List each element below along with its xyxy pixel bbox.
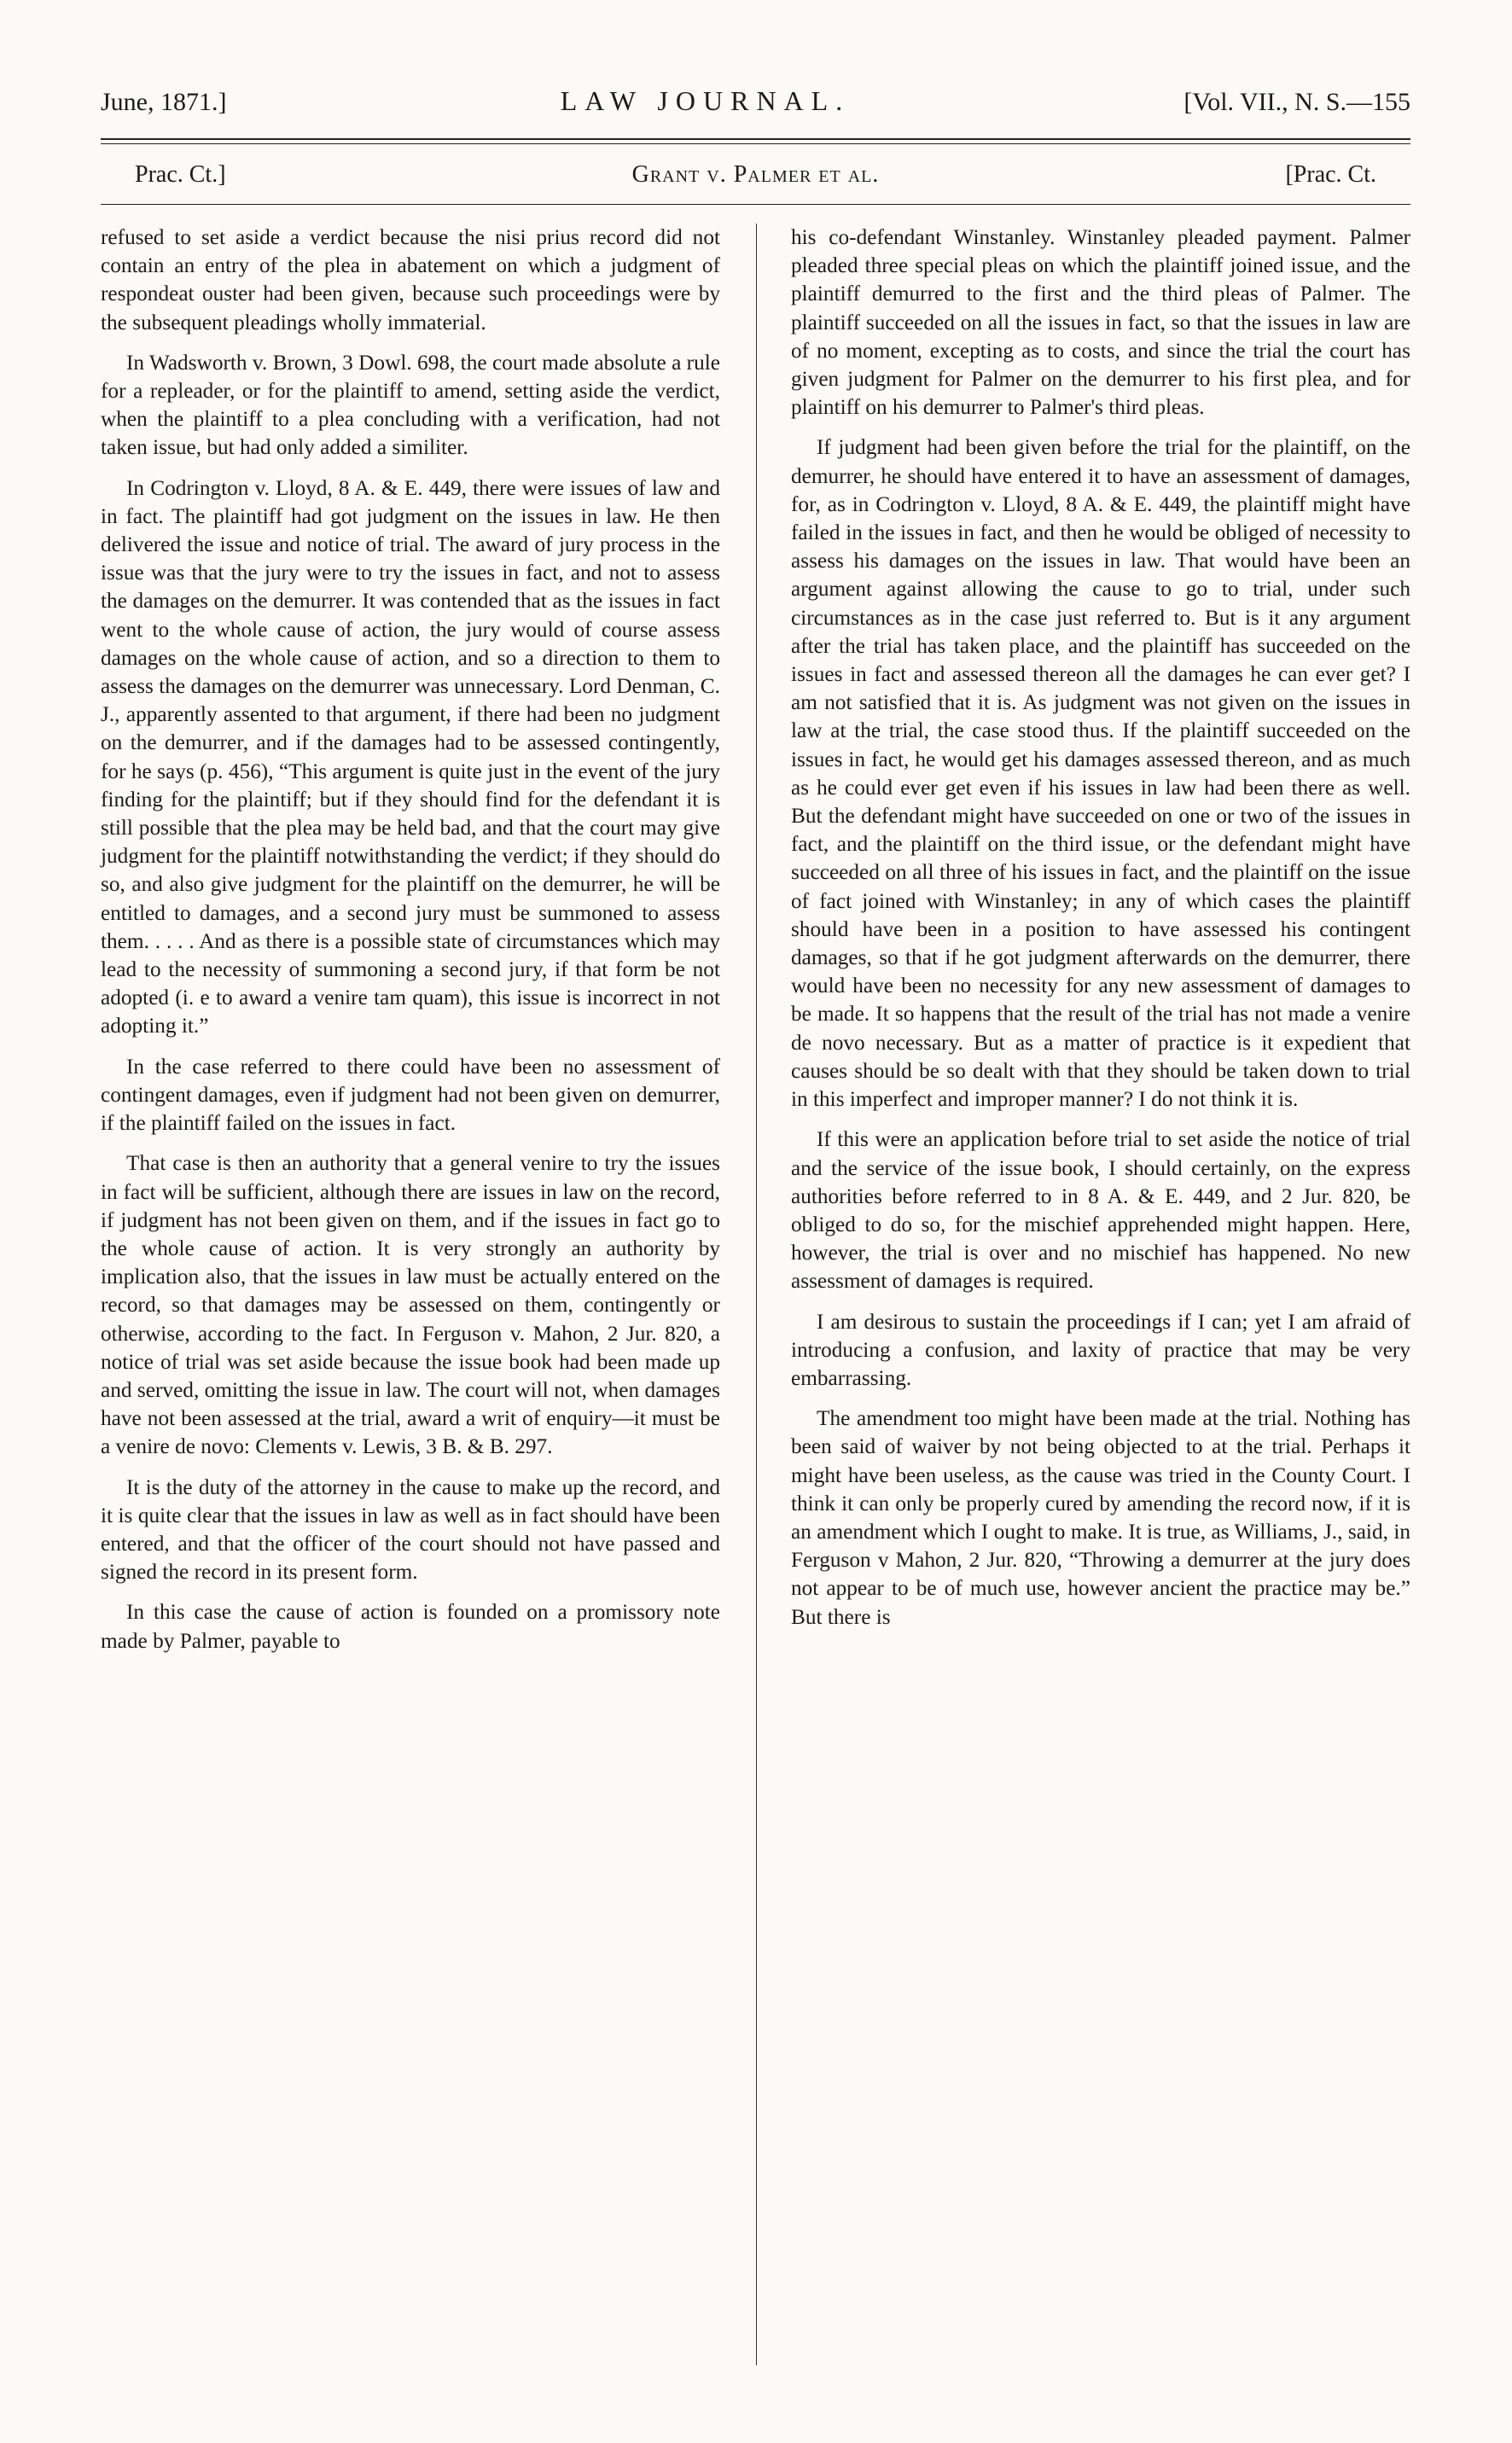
journal-page (101, 85, 1410, 1667)
paragraph: If judgment had been given before the trial for the plaintiff, on the demurrer, he should have entered it to have an assessment of damages, for, as in Codrington v. Lloyd, 8 A. & E. 449, the plaintiff might have failed in the issues in fact, and then he would be obliged of necessity to assess his damages on the issues in law. That would have been an argument against allowing the cause to go to trial, under such circumstances as in the case just referred to. But is it any argument after the trial has taken place, and the plaintiff has succeeded on the issues in fact and assessed thereon all the damages he can ever get? I am not satisfied that it is. As judgment was not given on the issues in law at the trial, the case stood thus. If the plaintiff succeeded on the issues in fact, he would get his damages assessed thereon, and as much as he could ever get even if his issues in law had been there as well. But the defendant might have succeeded on one or two of the issues in fact, and the plaintiff on the third issue, or the defendant might have succeeded on all three of his issues in fact, and the plaintiff on the issue of fact joined with Winstanley; in any of which cases the plaintiff should have been in a position to have assessed his contingent damages, so that if he got judgment afterwards on the demurrer, there would have been no necessity for any new assessment of damages to be made. It so happens that the result of the trial has not made a venire de novo necessary. But as a matter of practice is it expedient that causes should be so dealt with that they should be taken down to trial in this imperfect and improper manner? I do not think it is. (791, 435, 1410, 1112)
paragraph: The amendment too might have been made at the trial. Nothing has been said of waiver by not being objected to at the trial. Perhaps it might have been useless, as the cause was tried in the County Court. I think it can only be properly cured by amending the record now, if it is an amendment which I ought to make. It is true, as Williams, J., said, in Ferguson v Mahon, 2 Jur. 820, “Throwing a demurrer at the jury does not appear to be of much use, however ancient the practice may be.” But there is (791, 1406, 1410, 1629)
header-rule (101, 138, 1410, 144)
paragraph: his co-defendant Winstanley. Winstanley pleaded payment. Palmer pleaded three special pleas on which the plaintiff joined issue, and the plaintiff demurred to the first and the third pleas of Palmer. The plaintiff succeeded on all the issues in fact, so that the issues in law are of no moment, excepting as to costs, and since the trial the court has given judgment for Palmer on the demurrer to his first plea, and for plaintiff on his demurrer to Palmer's third pleas. (791, 225, 1410, 420)
left-column (101, 224, 720, 1667)
paragraph: In the case referred to there could have been no assessment of contingent damages, even if judgment had not been given on demurrer, if the plaintiff failed on the issues in fact. (101, 1054, 720, 1136)
paragraph: In Codrington v. Lloyd, 8 A. & E. 449, there were issues of law and in fact. The plaintiff had got judgment on the issues in law. He then delivered the issue and notice of trial. The award of jury process in the issue was that the jury were to try the issues in fact, and not to assess the damages on the demurrer. It was contended that as the issues in fact went to the whole cause of action, the jury would of course assess damages on the whole cause of action, and so a direction to them to assess the damages on the demurrer was unnecessary. Lord Denman, C. J., apparently assented to that argument, if there had been no judgment on the demurrer, and if the damages had to be assessed contingently, for he says (p. 456), “This argument is quite just in the event of the jury finding for the plaintiff; but if they should find for the defendant it is still possible that the plea may be held bad, and that the court may give judgment for the plaintiff notwithstanding the verdict; if they should do so, and also give judgment for the plaintiff on the demurrer, he will be entitled to damages, and a second jury must be summoned to assess them. . . . . And as there is a possible state of circumstances which may lead to the necessity of summoning a second jury, if that form be not adopted (i. e to award a venire tam quam), this issue is incorrect in not adopting it.” (101, 475, 720, 1038)
court-right: [Prac. Ct. (1285, 161, 1376, 188)
running-head (101, 85, 1410, 126)
case-title: Grant v. Palmer et al. (631, 161, 880, 188)
paragraph: It is the duty of the attorney in the cause to make up the record, and it is quite clear that the issues in law as well as in fact should have been entered, and that the officer of the court should not have passed and signed the record in its present form. (101, 1475, 720, 1585)
paragraph: If this were an application before trial to set aside the notice of trial and the service of the issue book, I should certainly, on the express authorities before referred to in 8 A. & E. 449, and 2 Jur. 820, be obliged to do so, for the mischief apprehended might happen. Here, however, the trial is over and no mischief has happened. No new assessment of damages is required. (791, 1127, 1410, 1294)
paragraph: In this case the cause of action is founded on a promissory note made by Palmer, payable to (101, 1600, 720, 1653)
case-subheader (101, 161, 1410, 195)
body-columns (101, 224, 1410, 1667)
subheader-rule (101, 204, 1410, 205)
header-date: June, 1871.] (101, 88, 227, 116)
paragraph: That case is then an authority that a general venire to try the issues in fact will be sufficient, although there are issues in law on the record, if judgment has not been given on them, and if the issues in fact go to the whole cause of action. It is very strongly an authority by implication also, that the issues in law must be actually entered on the record, so that damages may be assessed on them, contingently or otherwise, according to the fact. In Ferguson v. Mahon, 2 Jur. 820, a notice of trial was set aside because the issue book had been made up and served, omitting the issue in law. The court will not, when damages have not been assessed at the trial, award a writ of enquiry—it must be a venire de novo: Clements v. Lewis, 3 B. & B. 297. (101, 1151, 720, 1459)
paragraph: refused to set aside a verdict because the nisi prius record did not contain an entry of the plea in abatement on which a judgment of respondeat ouster had been given, because such proceedings were by the subsequent pleadings wholly immaterial. (101, 225, 720, 334)
paragraph: I am desirous to sustain the proceedings if I can; yet I am afraid of introducing a confusion, and laxity of practice that may be very embarrassing. (791, 1309, 1410, 1390)
right-column (791, 224, 1410, 1667)
court-left: Prac. Ct.] (135, 161, 226, 188)
paragraph: In Wadsworth v. Brown, 3 Dowl. 698, the court made absolute a rule for a repleader, or for the plaintiff to amend, setting aside the verdict, when the plaintiff to a plea concluding with a verification, had not taken issue, but had only added a similiter. (101, 350, 720, 460)
journal-title: LAW JOURNAL. (560, 85, 851, 116)
header-volume-page: [Vol. VII., N. S.—155 (1183, 88, 1410, 116)
